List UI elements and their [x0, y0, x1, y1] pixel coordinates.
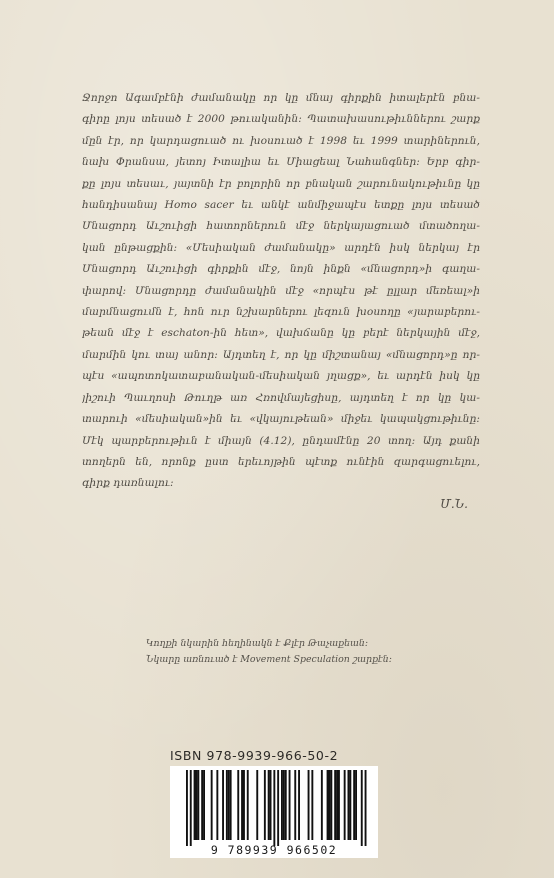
barcode-bar: [336, 770, 338, 840]
barcode-bar: [264, 770, 266, 840]
blurb-line: հանդիսանայ Homo sacer եւ անկէ անմիջապէս ետքը լոյս տեսած: [82, 199, 480, 212]
blurb-line: Ջորջո Ագամբէնի ժամանակը որ կը մնայ գիրքին իտալերէն բնա-: [82, 92, 480, 104]
barcode-bar: [268, 770, 270, 840]
barcode-bar: [281, 770, 283, 840]
blurb-line: Մէկ պարբերութիւն է միայն (4.12), ընդամէնը 20 տող: Այդ քանի: [82, 434, 480, 447]
blurb-line: մարմնացումն է, հոն ուր նշխարներու լեզուն խօսողը «յարաբերու-: [82, 306, 480, 319]
isbn-number: ISBN 978-9939-966-50-2: [170, 748, 339, 763]
blurb-line: յիշուի Պաւղոսի Թուղթ առ Հռովմայեցիսը, այդտեղ է որ կը կա-: [82, 391, 480, 404]
barcode-bar: [285, 770, 287, 840]
barcode-bar: [353, 770, 355, 840]
blurb-line: Մնացորդ Աւշուիցի գիրքին մէջ, նոյն ինքն «մնացորդ»ի գաղա-: [82, 263, 480, 276]
barcode-bar: [361, 770, 363, 846]
blurb-text: [82, 88, 480, 495]
blurb-line: մըն էր, որ կարդացուած ու խօսուած է 1998 եւ 1999 տարիներուն,: [82, 134, 480, 147]
barcode-bar: [289, 770, 291, 840]
barcode-bar: [308, 770, 310, 840]
blurb-line: պէս «ապոտոկատաբանական-մեսիական յղացք», եւ արդէն իսկ կը: [82, 370, 480, 383]
barcode-digits: 9 789939 966502: [210, 843, 338, 857]
artwork-series-credit: Նկարը առնուած է Movement Speculation շարքէն:: [146, 653, 392, 665]
barcode-bar: [327, 770, 329, 840]
barcode-bar: [190, 770, 192, 846]
barcode-bar: [277, 770, 279, 846]
barcode-bar: [329, 770, 331, 840]
blurb-line: թեան մէջ է eschaton-ին հետ», վախճանը կը բերէ ներկային մէջ,: [82, 327, 480, 340]
blurb-line: գիրք դառնալու:: [82, 477, 174, 490]
barcode-bar: [222, 770, 224, 840]
barcode-bar: [241, 770, 243, 840]
barcode-bar: [186, 770, 188, 846]
barcode-bar: [344, 770, 346, 840]
barcode-bar: [311, 770, 313, 840]
barcode-bar: [243, 770, 245, 840]
barcode-bar: [348, 770, 350, 840]
barcode-bar: [283, 770, 285, 840]
barcode-bar: [349, 770, 351, 840]
barcode-bar: [237, 770, 239, 840]
barcode-bar: [203, 770, 205, 840]
blurb-line: նախ Փրանսա, յետոյ Իտալիա եւ Միացեալ Նահանգներ: Երբ գիր-: [82, 156, 480, 169]
barcode-bar: [226, 770, 228, 840]
barcode-bar: [247, 770, 249, 840]
barcode-bar: [230, 770, 232, 840]
barcode-bar: [228, 770, 230, 840]
barcode-bar: [321, 770, 323, 840]
barcode-bar: [334, 770, 336, 840]
barcode-bar: [197, 770, 199, 840]
barcode-bar: [270, 770, 272, 840]
blurb-line: կան ընթացքին: «Մեսիական ժամանակը» արդէն իսկ ներկայ էր: [82, 241, 480, 254]
barcode-bar: [294, 770, 296, 840]
cover-credits: [146, 636, 446, 667]
barcode-bar: [273, 770, 275, 846]
blurb-line: տարուի «մեսիական»ին եւ «վկայութեան» միջեւ կապակցութիւնը:: [82, 413, 480, 426]
barcode-bar: [211, 770, 213, 840]
blurb-line: մարմին կու տայ անոր: Այդտեղ է, որ կը միշտանայ «մնացորդ»ը որ-: [82, 348, 480, 361]
barcode-bar: [194, 770, 196, 840]
barcode-graphic: [170, 766, 378, 858]
barcode-bar: [256, 770, 258, 840]
barcode-bar: [298, 770, 300, 840]
isbn-block: [170, 748, 390, 863]
barcode-bar: [355, 770, 357, 840]
blurb-line: քը լոյս տեսաւ, յայտնի էր բոլորին որ բնական շարունակութիւնը կը: [82, 177, 480, 190]
barcode-bar: [201, 770, 203, 840]
blurb-line: Մնացորդ Աւշուիցի հատորներուն մէջ ներկայացուած մտածողա-: [82, 220, 480, 233]
blurb-line: փարով: Մնացորդը ժամանակին մէջ «որպէս թէ ըլլար մեռեալ»ի: [82, 284, 480, 297]
blurb-line: գիրը լոյս տեսած է 2000 թուականին: Պատախասութիւններու շարք: [82, 113, 480, 126]
barcode-bar: [330, 770, 332, 840]
author-signature: Մ.Ն.: [440, 497, 468, 511]
barcode-bar: [216, 770, 218, 840]
blurb-line: տողերն են, որոնք ըստ երեւոյթին պէտք ունէին զարգացուելու,: [82, 455, 480, 468]
barcode-bar: [365, 770, 367, 846]
barcode-bar: [338, 770, 340, 840]
barcode-bar: [196, 770, 198, 840]
barcode: [170, 766, 378, 858]
cover-artist-credit: Կողքի նկարին հեղինակն է Քլէր Թաչաքեան:: [146, 638, 369, 649]
